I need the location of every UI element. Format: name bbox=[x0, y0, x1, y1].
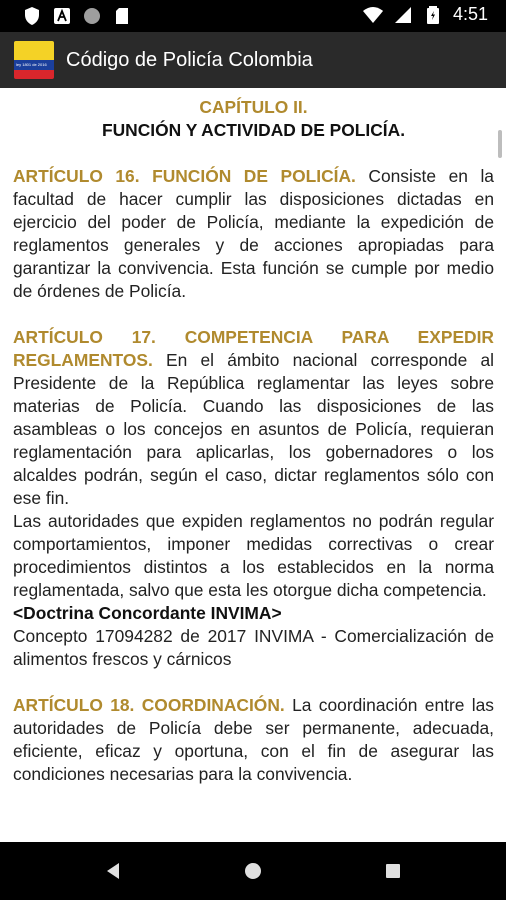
article-18 bbox=[13, 694, 494, 786]
app-title: Código de Policía Colombia bbox=[66, 48, 313, 71]
shield-icon bbox=[22, 6, 42, 26]
wifi-icon bbox=[363, 5, 383, 25]
app-bar bbox=[0, 32, 506, 88]
article-heading: ARTÍCULO 16. FUNCIÓN DE POLICÍA. bbox=[13, 166, 356, 186]
flag-caption: ley 1801 de 2016 bbox=[16, 62, 47, 67]
recents-icon[interactable] bbox=[383, 861, 403, 881]
sd-card-icon bbox=[112, 6, 132, 26]
status-right-icons bbox=[363, 4, 488, 25]
clock: 4:51 bbox=[452, 4, 488, 24]
article-heading: ARTÍCULO 18. COORDINACIÓN. bbox=[13, 695, 285, 715]
article-17-paragraph-2: Las autoridades que expiden reglamentos no podrán regular comportamientos, imponer medidas correctivas o crear procedimientos distintos a los establecidos en la norma reglamentada, salvo que esta les otorgue dicha competencia. bbox=[13, 511, 494, 600]
document-text bbox=[0, 88, 506, 786]
circle-icon bbox=[82, 6, 102, 26]
article-body: En el ámbito nacional corresponde al Presidente de la República reglamentar las leyes sobre materias de Policía. Cuando las disposiciones de las asambleas o los concejos en asuntos de Policía, requieran reglamentación para aplicarlas, los gobernadores o los alcaldes podrán, según el caso, dictar reglamentos sólo con ese fin. bbox=[13, 350, 494, 508]
article-heading: ARTÍCULO 17. COMPETENCIA PARA EXPEDIR REGLAMENTOS. bbox=[13, 327, 494, 370]
article-16 bbox=[13, 165, 494, 303]
chapter-subtitle: FUNCIÓN Y ACTIVIDAD DE POLICÍA. bbox=[101, 120, 406, 140]
scrollbar-thumb[interactable] bbox=[498, 130, 502, 158]
status-left-icons bbox=[22, 6, 132, 26]
navigation-bar bbox=[0, 842, 506, 900]
app-logo-flag bbox=[14, 41, 54, 79]
article-body: La coordinación entre las autoridades de Policía debe ser permanente, adecuada, eficiente, eficaz y oportuna, con el fin de asegurar las condiciones necesarias para la convivencia. bbox=[13, 695, 495, 784]
doctrine-text: Concepto 17094282 de 2017 INVIMA - Comercialización de alimentos frescos y cárnicos bbox=[13, 626, 494, 669]
document-view[interactable] bbox=[0, 88, 506, 842]
back-icon[interactable] bbox=[104, 861, 124, 881]
app-a-icon bbox=[52, 6, 72, 26]
battery-icon bbox=[423, 5, 443, 25]
status-bar bbox=[0, 0, 506, 32]
article-body: Consiste en la facultad de hacer cumplir las disposiciones dictadas en ejercicio del poder de Policía, mediante la expedición de reglamentos generales y de acciones apropiadas para garantizar la convivencia. Esta función se cumple por medio de órdenes de Policía. bbox=[13, 166, 494, 301]
doctrine-label: <Doctrina Concordante INVIMA> bbox=[13, 603, 282, 623]
home-icon[interactable] bbox=[243, 861, 263, 881]
signal-icon bbox=[393, 5, 413, 25]
chapter-title: CAPÍTULO II. bbox=[199, 97, 308, 117]
article-17 bbox=[13, 326, 494, 510]
